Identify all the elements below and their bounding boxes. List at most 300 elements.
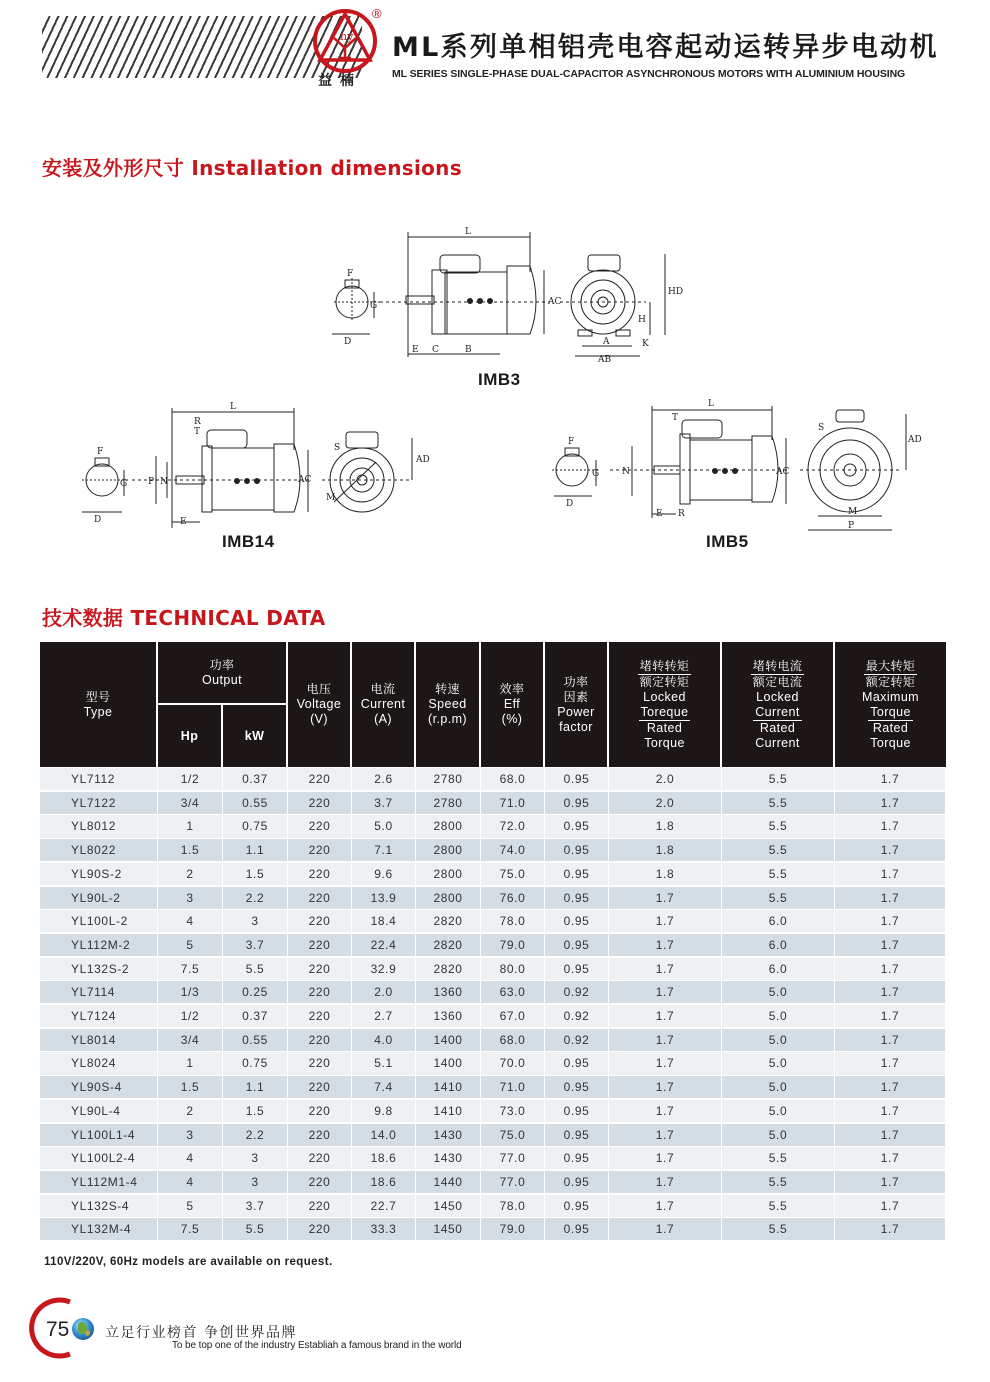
col-speed-en: Speed bbox=[428, 697, 467, 711]
table-row bbox=[40, 1029, 946, 1053]
technical-heading: 技术数据 TECHNICAL DATA bbox=[42, 606, 326, 630]
globe-icon bbox=[72, 1318, 94, 1340]
cell-power-factor: 0.92 bbox=[545, 981, 609, 1003]
dim-label-hd: HD bbox=[668, 287, 684, 297]
cell-kw: 1.5 bbox=[223, 863, 288, 885]
cell-kw: 0.75 bbox=[223, 1052, 288, 1074]
cell-locked-torque: 1.7 bbox=[609, 981, 722, 1003]
cell-locked-current: 5.5 bbox=[722, 839, 835, 861]
cell-locked-current: 5.5 bbox=[722, 815, 835, 837]
cell-power-factor: 0.95 bbox=[545, 1076, 609, 1098]
cell-voltage: 220 bbox=[288, 910, 352, 932]
table-row bbox=[40, 1195, 946, 1219]
dim-label-f: F bbox=[97, 447, 104, 457]
cell-max-torque: 1.7 bbox=[835, 839, 946, 861]
cell-current: 22.7 bbox=[352, 1195, 416, 1217]
col-lc-en4: Current bbox=[755, 735, 800, 750]
cell-power-factor: 0.95 bbox=[545, 958, 609, 980]
dim-label-e: E bbox=[412, 345, 419, 355]
cell-kw: 3.7 bbox=[223, 934, 288, 956]
availability-note: 110V/220V, 60Hz models are available on request. bbox=[44, 1256, 333, 1268]
cell-voltage: 220 bbox=[288, 815, 352, 837]
cell-current: 14.0 bbox=[352, 1124, 416, 1146]
cell-eff: 71.0 bbox=[481, 1076, 545, 1098]
col-mt-cn-den: 额定转矩 bbox=[865, 674, 916, 689]
col-lc-cn-num: 堵转电流 bbox=[752, 658, 803, 673]
dim-label-l: L bbox=[465, 227, 471, 237]
dim-label-b: B bbox=[465, 345, 472, 355]
cell-speed: 1360 bbox=[416, 981, 481, 1003]
imb3-label: IMB3 bbox=[478, 370, 521, 389]
table-row bbox=[40, 910, 946, 934]
cell-eff: 77.0 bbox=[481, 1147, 545, 1169]
col-pf-cn2: 因素 bbox=[563, 689, 589, 704]
cell-kw: 0.37 bbox=[223, 768, 288, 790]
cell-power-factor: 0.95 bbox=[545, 768, 609, 790]
cell-max-torque: 1.7 bbox=[835, 934, 946, 956]
cell-max-torque: 1.7 bbox=[835, 815, 946, 837]
cell-speed: 2780 bbox=[416, 792, 481, 814]
cell-eff: 75.0 bbox=[481, 863, 545, 885]
cell-voltage: 220 bbox=[288, 1100, 352, 1122]
col-header-hp: Hp bbox=[158, 705, 221, 767]
cell-locked-current: 5.5 bbox=[722, 1147, 835, 1169]
cell-power-factor: 0.95 bbox=[545, 863, 609, 885]
cell-hp: 3/4 bbox=[158, 1029, 223, 1051]
cell-current: 9.6 bbox=[352, 863, 416, 885]
col-speed-unit: (r.p.m) bbox=[428, 712, 467, 726]
cell-locked-current: 5.0 bbox=[722, 1052, 835, 1074]
page-title-en: ML SERIES SINGLE-PHASE DUAL-CAPACITOR ASYNCHRONOUS MOTORS WITH ALUMINIUM HOUSING bbox=[392, 68, 906, 80]
col-voltage-cn: 电压 bbox=[306, 682, 332, 696]
cell-max-torque: 1.7 bbox=[835, 1195, 946, 1217]
imb14-label: IMB14 bbox=[222, 532, 275, 551]
cell-max-torque: 1.7 bbox=[835, 768, 946, 790]
dim-label-ad: AD bbox=[908, 435, 922, 445]
cell-max-torque: 1.7 bbox=[835, 1124, 946, 1146]
cell-speed: 2820 bbox=[416, 958, 481, 980]
col-pf-cn1: 功率 bbox=[563, 674, 589, 689]
table-row bbox=[40, 981, 946, 1005]
cell-type: YL100L-2 bbox=[40, 910, 158, 932]
cell-speed: 1400 bbox=[416, 1029, 481, 1051]
col-header-power-factor bbox=[545, 642, 607, 767]
col-header-current bbox=[352, 642, 414, 767]
dim-label-ad: AD bbox=[416, 455, 430, 465]
cell-speed: 1410 bbox=[416, 1076, 481, 1098]
dim-label-e: E bbox=[656, 509, 663, 519]
cell-locked-current: 5.5 bbox=[722, 1195, 835, 1217]
cell-power-factor: 0.95 bbox=[545, 1171, 609, 1193]
col-output-en: Output bbox=[202, 672, 242, 687]
col-current-cn: 电流 bbox=[370, 682, 396, 696]
cell-power-factor: 0.95 bbox=[545, 1218, 609, 1240]
dim-label-d: D bbox=[566, 499, 574, 509]
cell-max-torque: 1.7 bbox=[835, 1171, 946, 1193]
cell-current: 7.4 bbox=[352, 1076, 416, 1098]
dim-label-l: L bbox=[230, 402, 236, 412]
cell-hp: 4 bbox=[158, 1147, 223, 1169]
cell-hp: 4 bbox=[158, 1171, 223, 1193]
cell-hp: 7.5 bbox=[158, 958, 223, 980]
cell-current: 18.4 bbox=[352, 910, 416, 932]
col-lt-en1: Locked bbox=[643, 689, 686, 704]
cell-current: 33.3 bbox=[352, 1218, 416, 1240]
dim-label-m: M bbox=[326, 493, 336, 503]
dim-label-l: L bbox=[708, 399, 714, 409]
cell-voltage: 220 bbox=[288, 792, 352, 814]
cell-type: YL132M-4 bbox=[40, 1218, 158, 1240]
table-row bbox=[40, 1005, 946, 1029]
cell-type: YL7114 bbox=[40, 981, 158, 1003]
cell-locked-current: 5.5 bbox=[722, 863, 835, 885]
slogan-cn: 立足行业榜首 争创世界品牌 bbox=[105, 1325, 297, 1341]
dim-label-g: G bbox=[592, 469, 600, 479]
cell-max-torque: 1.7 bbox=[835, 887, 946, 909]
col-eff-cn: 效率 bbox=[499, 682, 525, 696]
col-header-eff bbox=[481, 642, 543, 767]
cell-speed: 1450 bbox=[416, 1195, 481, 1217]
table-row bbox=[40, 1218, 946, 1242]
cell-power-factor: 0.92 bbox=[545, 1029, 609, 1051]
cell-hp: 3 bbox=[158, 887, 223, 909]
col-header-max-torque bbox=[835, 642, 946, 767]
dim-label-g: G bbox=[120, 479, 128, 489]
cell-power-factor: 0.95 bbox=[545, 934, 609, 956]
table-row bbox=[40, 792, 946, 816]
cell-hp: 1.5 bbox=[158, 839, 223, 861]
cell-voltage: 220 bbox=[288, 1124, 352, 1146]
col-pf-en1: Power bbox=[557, 704, 595, 719]
cell-speed: 1410 bbox=[416, 1100, 481, 1122]
cell-kw: 3 bbox=[223, 910, 288, 932]
cell-power-factor: 0.95 bbox=[545, 1124, 609, 1146]
cell-locked-current: 5.0 bbox=[722, 1005, 835, 1027]
cell-locked-current: 5.5 bbox=[722, 887, 835, 909]
cell-type: YL90L-4 bbox=[40, 1100, 158, 1122]
cell-type: YL132S-4 bbox=[40, 1195, 158, 1217]
cell-current: 3.7 bbox=[352, 792, 416, 814]
cell-type: YL90S-4 bbox=[40, 1076, 158, 1098]
cell-voltage: 220 bbox=[288, 1029, 352, 1051]
cell-current: 2.6 bbox=[352, 768, 416, 790]
col-eff-unit: (%) bbox=[501, 712, 523, 726]
dim-label-ac: AC bbox=[776, 467, 790, 477]
cell-locked-torque: 1.7 bbox=[609, 1029, 722, 1051]
cell-locked-torque: 1.7 bbox=[609, 887, 722, 909]
cell-hp: 5 bbox=[158, 1195, 223, 1217]
cell-current: 22.4 bbox=[352, 934, 416, 956]
cell-current: 9.8 bbox=[352, 1100, 416, 1122]
cell-type: YL132S-2 bbox=[40, 958, 158, 980]
table-row bbox=[40, 1171, 946, 1195]
page-title-cn: ML系列单相铝壳电容起动运转异步电动机 bbox=[392, 32, 939, 63]
table-row bbox=[40, 1124, 946, 1148]
dim-label-m: M bbox=[848, 507, 858, 517]
cell-current: 7.1 bbox=[352, 839, 416, 861]
cell-locked-current: 5.5 bbox=[722, 1218, 835, 1240]
cell-type: YL100L1-4 bbox=[40, 1124, 158, 1146]
cell-locked-torque: 1.7 bbox=[609, 1171, 722, 1193]
cell-power-factor: 0.95 bbox=[545, 1195, 609, 1217]
cell-kw: 2.2 bbox=[223, 1124, 288, 1146]
cell-current: 4.0 bbox=[352, 1029, 416, 1051]
cell-locked-current: 5.5 bbox=[722, 1171, 835, 1193]
col-lt-en4: Torque bbox=[644, 735, 685, 750]
cell-voltage: 220 bbox=[288, 1076, 352, 1098]
cell-type: YL8024 bbox=[40, 1052, 158, 1074]
cell-current: 13.9 bbox=[352, 887, 416, 909]
cell-power-factor: 0.92 bbox=[545, 1005, 609, 1027]
table-row bbox=[40, 1100, 946, 1124]
cell-kw: 1.1 bbox=[223, 1076, 288, 1098]
dim-label-k: K bbox=[642, 339, 649, 349]
cell-max-torque: 1.7 bbox=[835, 910, 946, 932]
col-mt-en4: Torque bbox=[870, 735, 911, 750]
cell-type: YL90L-2 bbox=[40, 887, 158, 909]
cell-locked-current: 5.0 bbox=[722, 1124, 835, 1146]
col-lt-cn-num: 堵转转矩 bbox=[639, 658, 690, 673]
cell-max-torque: 1.7 bbox=[835, 1052, 946, 1074]
cell-max-torque: 1.7 bbox=[835, 1076, 946, 1098]
cell-kw: 5.5 bbox=[223, 1218, 288, 1240]
col-speed-cn: 转速 bbox=[435, 682, 460, 696]
table-row bbox=[40, 958, 946, 982]
cell-locked-torque: 1.7 bbox=[609, 1218, 722, 1240]
cell-eff: 74.0 bbox=[481, 839, 545, 861]
slogan-en: To be top one of the industry Establiah a famous brand in the world bbox=[172, 1340, 462, 1351]
cell-max-torque: 1.7 bbox=[835, 1218, 946, 1240]
cell-current: 2.7 bbox=[352, 1005, 416, 1027]
col-lc-en3: Rated bbox=[759, 720, 796, 735]
table-row bbox=[40, 1147, 946, 1171]
cell-eff: 71.0 bbox=[481, 792, 545, 814]
cell-locked-torque: 1.7 bbox=[609, 910, 722, 932]
cell-kw: 3.7 bbox=[223, 1195, 288, 1217]
cell-locked-torque: 1.7 bbox=[609, 1076, 722, 1098]
cell-type: YL90S-2 bbox=[40, 863, 158, 885]
cell-eff: 68.0 bbox=[481, 1029, 545, 1051]
col-current-unit: (A) bbox=[374, 712, 392, 726]
cell-voltage: 220 bbox=[288, 1147, 352, 1169]
cell-locked-torque: 1.7 bbox=[609, 958, 722, 980]
col-mt-cn-num: 最大转矩 bbox=[865, 658, 916, 673]
dim-label-s: S bbox=[818, 423, 825, 433]
col-lt-cn-den: 额定转矩 bbox=[639, 674, 690, 689]
cell-kw: 0.55 bbox=[223, 1029, 288, 1051]
col-lt-en3: Rated bbox=[646, 720, 683, 735]
cell-voltage: 220 bbox=[288, 958, 352, 980]
cell-eff: 78.0 bbox=[481, 910, 545, 932]
col-voltage-unit: (V) bbox=[310, 712, 328, 726]
brand-name-cn: 益楠 bbox=[318, 73, 362, 89]
col-header-locked-current bbox=[722, 642, 833, 767]
cell-voltage: 220 bbox=[288, 768, 352, 790]
cell-max-torque: 1.7 bbox=[835, 1029, 946, 1051]
cell-locked-torque: 1.7 bbox=[609, 1147, 722, 1169]
dim-label-d: D bbox=[344, 337, 352, 347]
col-pf-en2: factor bbox=[559, 719, 593, 734]
cell-type: YL112M1-4 bbox=[40, 1171, 158, 1193]
cell-max-torque: 1.7 bbox=[835, 958, 946, 980]
cell-kw: 0.25 bbox=[223, 981, 288, 1003]
dim-label-r: R bbox=[678, 509, 685, 519]
col-header-voltage bbox=[288, 642, 350, 767]
cell-kw: 3 bbox=[223, 1171, 288, 1193]
dim-label-f: F bbox=[568, 437, 575, 447]
col-type-cn: 型号 bbox=[85, 689, 111, 704]
cell-hp: 7.5 bbox=[158, 1218, 223, 1240]
cell-kw: 0.37 bbox=[223, 1005, 288, 1027]
cell-power-factor: 0.95 bbox=[545, 1100, 609, 1122]
col-type-en: Type bbox=[83, 704, 113, 719]
cell-speed: 1440 bbox=[416, 1171, 481, 1193]
cell-locked-torque: 2.0 bbox=[609, 768, 722, 790]
col-header-kw: kW bbox=[223, 705, 286, 767]
cell-kw: 1.5 bbox=[223, 1100, 288, 1122]
cell-max-torque: 1.7 bbox=[835, 1005, 946, 1027]
cell-max-torque: 1.7 bbox=[835, 1100, 946, 1122]
cell-eff: 70.0 bbox=[481, 1052, 545, 1074]
dim-label-p: P bbox=[848, 521, 855, 531]
cell-locked-torque: 1.7 bbox=[609, 1124, 722, 1146]
page-number: 75 bbox=[46, 1318, 70, 1341]
dim-label-r: R bbox=[194, 417, 201, 427]
cell-max-torque: 1.7 bbox=[835, 863, 946, 885]
imb14-diagram bbox=[72, 398, 442, 538]
dim-label-a: A bbox=[603, 337, 610, 347]
col-header-speed bbox=[416, 642, 479, 767]
cell-type: YL7122 bbox=[40, 792, 158, 814]
cell-hp: 1/2 bbox=[158, 1005, 223, 1027]
cell-locked-current: 6.0 bbox=[722, 958, 835, 980]
cell-eff: 79.0 bbox=[481, 934, 545, 956]
cell-locked-current: 5.0 bbox=[722, 981, 835, 1003]
cell-voltage: 220 bbox=[288, 1171, 352, 1193]
cell-locked-torque: 1.8 bbox=[609, 863, 722, 885]
cell-eff: 75.0 bbox=[481, 1124, 545, 1146]
cell-locked-current: 5.0 bbox=[722, 1100, 835, 1122]
table-row bbox=[40, 863, 946, 887]
cell-voltage: 220 bbox=[288, 863, 352, 885]
cell-power-factor: 0.95 bbox=[545, 792, 609, 814]
cell-speed: 2800 bbox=[416, 815, 481, 837]
table-row bbox=[40, 1052, 946, 1076]
cell-type: YL8014 bbox=[40, 1029, 158, 1051]
cell-locked-torque: 1.7 bbox=[609, 1005, 722, 1027]
cell-hp: 1/2 bbox=[158, 768, 223, 790]
col-mt-en2: Torque bbox=[870, 704, 911, 719]
cell-kw: 0.75 bbox=[223, 815, 288, 837]
cell-type: YL7112 bbox=[40, 768, 158, 790]
dim-label-e: E bbox=[180, 517, 187, 527]
col-mt-en3: Rated bbox=[872, 720, 909, 735]
cell-voltage: 220 bbox=[288, 981, 352, 1003]
cell-speed: 1430 bbox=[416, 1147, 481, 1169]
table-row bbox=[40, 934, 946, 958]
cell-current: 2.0 bbox=[352, 981, 416, 1003]
cell-hp: 2 bbox=[158, 1100, 223, 1122]
col-lc-cn-den: 额定电流 bbox=[752, 674, 803, 689]
imb5-label: IMB5 bbox=[706, 532, 749, 551]
cell-hp: 2 bbox=[158, 863, 223, 885]
dim-label-ab: AB bbox=[598, 355, 612, 365]
cell-locked-current: 5.0 bbox=[722, 1076, 835, 1098]
cell-locked-torque: 1.7 bbox=[609, 1195, 722, 1217]
installation-heading: 安装及外形尺寸 Installation dimensions bbox=[42, 156, 462, 180]
cell-eff: 63.0 bbox=[481, 981, 545, 1003]
dim-label-t: T bbox=[194, 427, 201, 437]
registered-trademark: ® bbox=[372, 6, 382, 21]
brand-logo-icon bbox=[312, 8, 378, 74]
col-output-cn: 功率 bbox=[209, 657, 235, 672]
dim-label-ac: AC bbox=[298, 475, 312, 485]
cell-kw: 5.5 bbox=[223, 958, 288, 980]
dim-label-t: T bbox=[672, 413, 679, 423]
table-row bbox=[40, 887, 946, 911]
cell-power-factor: 0.95 bbox=[545, 1147, 609, 1169]
cell-speed: 2800 bbox=[416, 863, 481, 885]
dim-label-n: N bbox=[622, 467, 630, 477]
dim-label-ac: AC bbox=[548, 297, 562, 307]
cell-locked-torque: 1.7 bbox=[609, 934, 722, 956]
cell-type: YL100L2-4 bbox=[40, 1147, 158, 1169]
cell-current: 5.0 bbox=[352, 815, 416, 837]
cell-type: YL7124 bbox=[40, 1005, 158, 1027]
imb5-diagram bbox=[550, 390, 920, 540]
cell-voltage: 220 bbox=[288, 934, 352, 956]
cell-eff: 79.0 bbox=[481, 1218, 545, 1240]
cell-power-factor: 0.95 bbox=[545, 887, 609, 909]
dim-label-s: S bbox=[334, 443, 341, 453]
cell-hp: 5 bbox=[158, 934, 223, 956]
col-lc-en2: Current bbox=[755, 704, 800, 719]
col-header-type bbox=[40, 642, 156, 767]
cell-current: 5.1 bbox=[352, 1052, 416, 1074]
col-header-locked-torque bbox=[609, 642, 720, 767]
cell-kw: 1.1 bbox=[223, 839, 288, 861]
cell-eff: 68.0 bbox=[481, 768, 545, 790]
cell-hp: 1 bbox=[158, 815, 223, 837]
cell-voltage: 220 bbox=[288, 839, 352, 861]
cell-hp: 3/4 bbox=[158, 792, 223, 814]
col-lt-en2: Toreque bbox=[640, 704, 689, 719]
cell-speed: 2800 bbox=[416, 887, 481, 909]
cell-kw: 0.55 bbox=[223, 792, 288, 814]
cell-eff: 73.0 bbox=[481, 1100, 545, 1122]
cell-eff: 78.0 bbox=[481, 1195, 545, 1217]
dim-label-n: N bbox=[160, 477, 168, 487]
cell-type: YL112M-2 bbox=[40, 934, 158, 956]
dim-label-p: P bbox=[148, 477, 155, 487]
cell-kw: 2.2 bbox=[223, 887, 288, 909]
cell-voltage: 220 bbox=[288, 1052, 352, 1074]
logo-mark-text: ny bbox=[340, 30, 354, 43]
cell-hp: 4 bbox=[158, 910, 223, 932]
dim-label-g: G bbox=[370, 301, 378, 311]
cell-hp: 3 bbox=[158, 1124, 223, 1146]
cell-power-factor: 0.95 bbox=[545, 839, 609, 861]
cell-speed: 2800 bbox=[416, 839, 481, 861]
cell-voltage: 220 bbox=[288, 887, 352, 909]
cell-hp: 1 bbox=[158, 1052, 223, 1074]
cell-type: YL8022 bbox=[40, 839, 158, 861]
cell-power-factor: 0.95 bbox=[545, 1052, 609, 1074]
cell-type: YL8012 bbox=[40, 815, 158, 837]
cell-locked-torque: 1.8 bbox=[609, 839, 722, 861]
table-row bbox=[40, 815, 946, 839]
cell-current: 18.6 bbox=[352, 1147, 416, 1169]
